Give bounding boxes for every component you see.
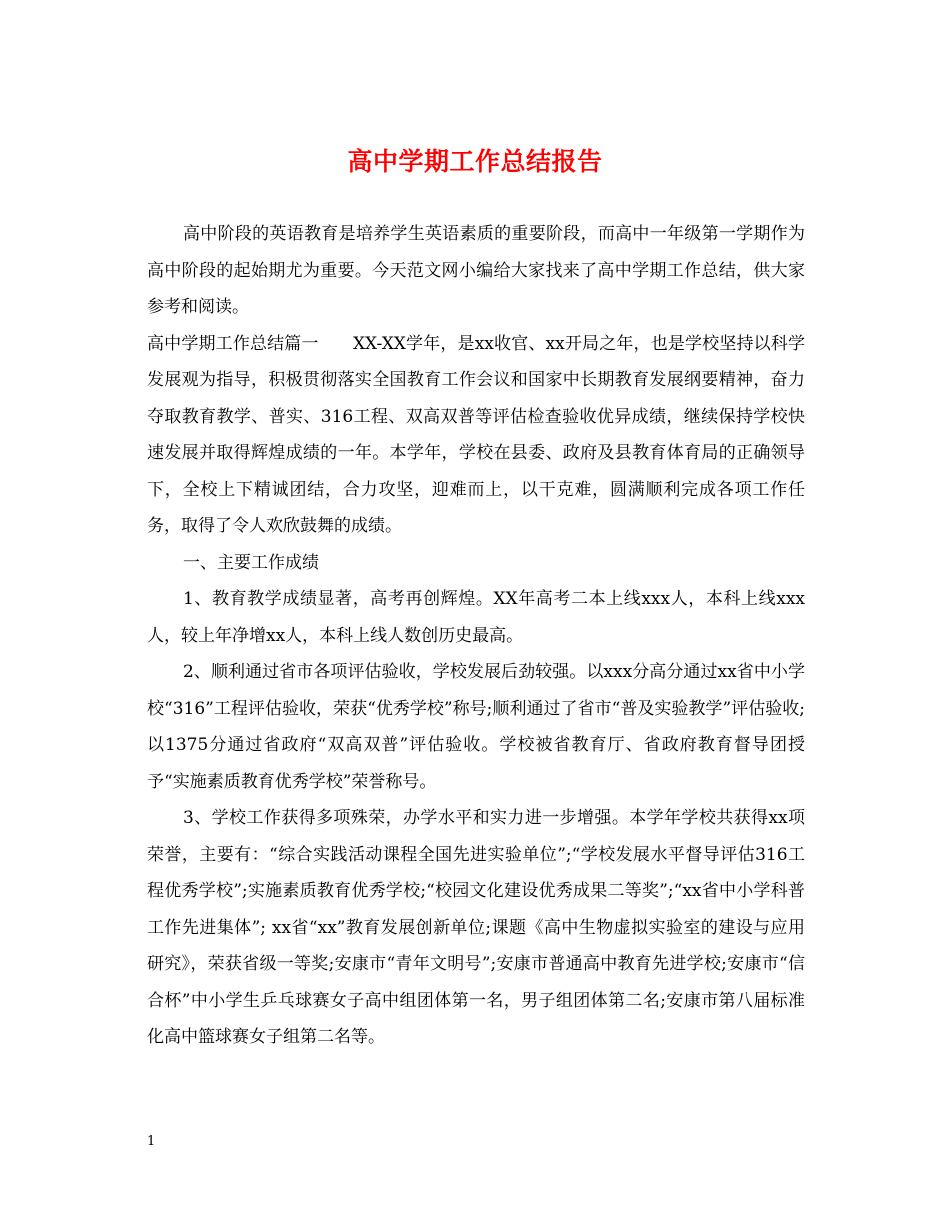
achievement-item-2: 2、顺利通过省市各项评估验收，学校发展后劲较强。以xxx分高分通过xx省中小学校“316”工程评估验收，荣获“优秀学校”称号;顺利通过了省市“普及实验教学”评估验收;以1375分通过省政府“双高双普”评估验收。学校被省教育厅、省政府教育督导团授予“实施素质教育优秀学校”荣誉称号。: [147, 662, 805, 792]
section-paragraph: 高中学期工作总结篇一 XX-XX学年，是xx收官、xx开局之年，也是学校坚持以科学发展观为指导，积极贯彻落实全国教育工作会议和国家中长期教育发展纲要精神，奋力夺取教育教学、普实、316工程、双高双普等评估检查验收优异成绩，继续保持学校快速发展并取得辉煌成绩的一年。本学年，学校在县委、政府及县教育体育局的正确领导下，全校上下精诚团结，合力攻坚，迎难而上，以干克难，圆满顺利完成各项工作任务，取得了令人欢欣鼓舞的成绩。: [147, 333, 805, 536]
document-body: [147, 216, 805, 1056]
section-heading: 一、主要工作成绩: [183, 552, 319, 573]
document-title: 高中学期工作总结报告: [347, 147, 603, 176]
achievement-item-3: 3、学校工作获得多项殊荣，办学水平和实力进一步增强。本学年学校共获得xx项荣誉，主要有：“综合实践活动课程全国先进实验单位”;“学校发展水平督导评估316工程优秀学校”;实施素质教育优秀学校;“校园文化建设优秀成果二等奖”;“xx省中小学科普工作先进集体”; xx省“xx”教育发展创新单位;课题《高中生物虚拟实验室的建设与应用研究》，荣获省级一等奖;安康市“青年文明号”;安康市普通高中教育先进学校;安康市“信合杯”中小学生乒乓球赛女子高中组团体第一名，男子组团体第二名;安康市第八届标准化高中篮球赛女子组第二名等。: [147, 808, 805, 1047]
achievement-item-1: 1、教育教学成绩显著，高考再创辉煌。XX年高考二本上线xxx人，本科上线xxx人，较上年净增xx人，本科上线人数创历史最高。: [147, 589, 805, 646]
page-number: 1: [147, 1134, 156, 1149]
intro-paragraph: 高中阶段的英语教育是培养学生英语素质的重要阶段，而高中一年级第一学期作为高中阶段的起始期尤为重要。今天范文网小编给大家找来了高中学期工作总结，供大家参考和阅读。: [147, 224, 805, 317]
